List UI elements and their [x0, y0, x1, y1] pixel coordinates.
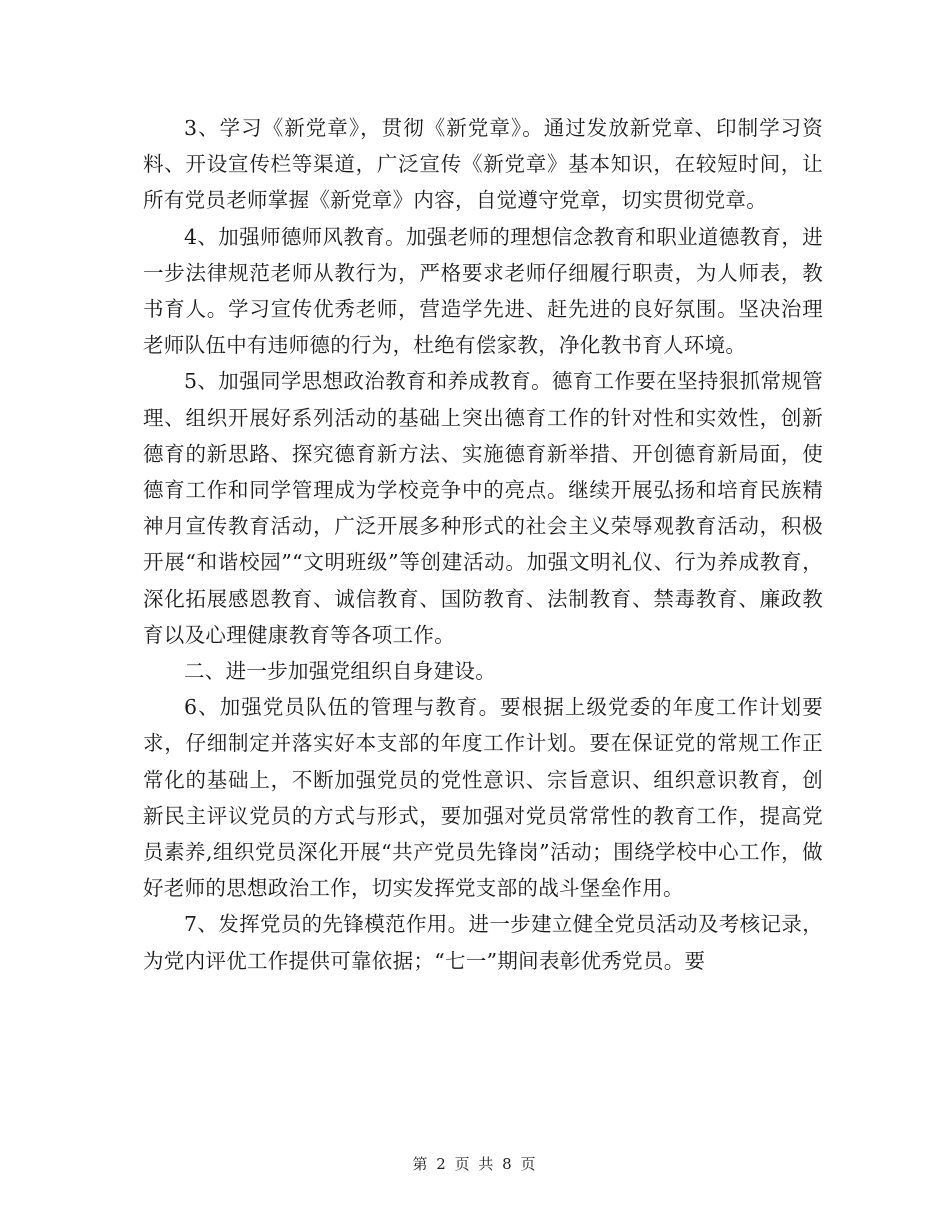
document-body [143, 110, 823, 979]
section-heading: 二、进一步加强党组织自身建设。 [184, 659, 496, 684]
paragraph-item-7: 7、发挥党员的先锋模范作用。进一步建立健全党员活动及考核记录，为党内评优工作提供可靠依据；“七一”期间表彰优秀党员。要 [143, 912, 823, 973]
page-number: 第 2 页 共 8 页 [412, 1155, 538, 1173]
paragraph-item-6: 6、加强党员队伍的管理与教育。要根据上级党委的年度工作计划要求，仔细制定并落实好本支部的年度工作计划。要在保证党的常规工作正常化的基础上，不断加强党员的党性意识、宗旨意识、组织意识教育，创新民主评议党员的方式与形式，要加强对党员常常性的教育工作，提高党员素养,组织党员深化开展“共产党员先锋岗”活动；围绕学校中心工作，做好老师的思想政治工作，切实发挥党支部的战斗堡垒作用。 [143, 695, 823, 901]
paragraph-item-5: 5、加强同学思想政治教育和养成教育。德育工作要在坚持狠抓常规管理、组织开展好系列活动的基础上突出德育工作的针对性和实效性，创新德育的新思路、探究德育新方法、实施德育新举措、开创德育新局面，使德育工作和同学管理成为学校竞争中的亮点。继续开展弘扬和培育民族精神月宣传教育活动，广泛开展多种形式的社会主义荣辱观教育活动，积极开展“和谐校园”“文明班级”等创建活动。加强文明礼仪、行为养成教育，深化拓展感恩教育、诚信教育、国防教育、法制教育、禁毒教育、廉政教育以及心理健康教育等各项工作。 [143, 369, 823, 647]
paragraph-item-3: 3、学习《新党章》，贯彻《新党章》。通过发放新党章、印制学习资料、开设宣传栏等渠道，广泛宣传《新党章》基本知识，在较短时间，让所有党员老师掌握《新党章》内容，自觉遵守党章，切实贯彻党章。 [143, 116, 823, 213]
paragraph-item-4: 4、加强师德师风教育。加强老师的理想信念教育和职业道德教育，进一步法律规范老师从教行为，严格要求老师仔细履行职责，为人师表，教书育人。学习宣传优秀老师，营造学先进、赶先进的良好氛围。坚决治理老师队伍中有违师德的行为，杜绝有偿家教，净化教书育人环境。 [143, 224, 823, 358]
